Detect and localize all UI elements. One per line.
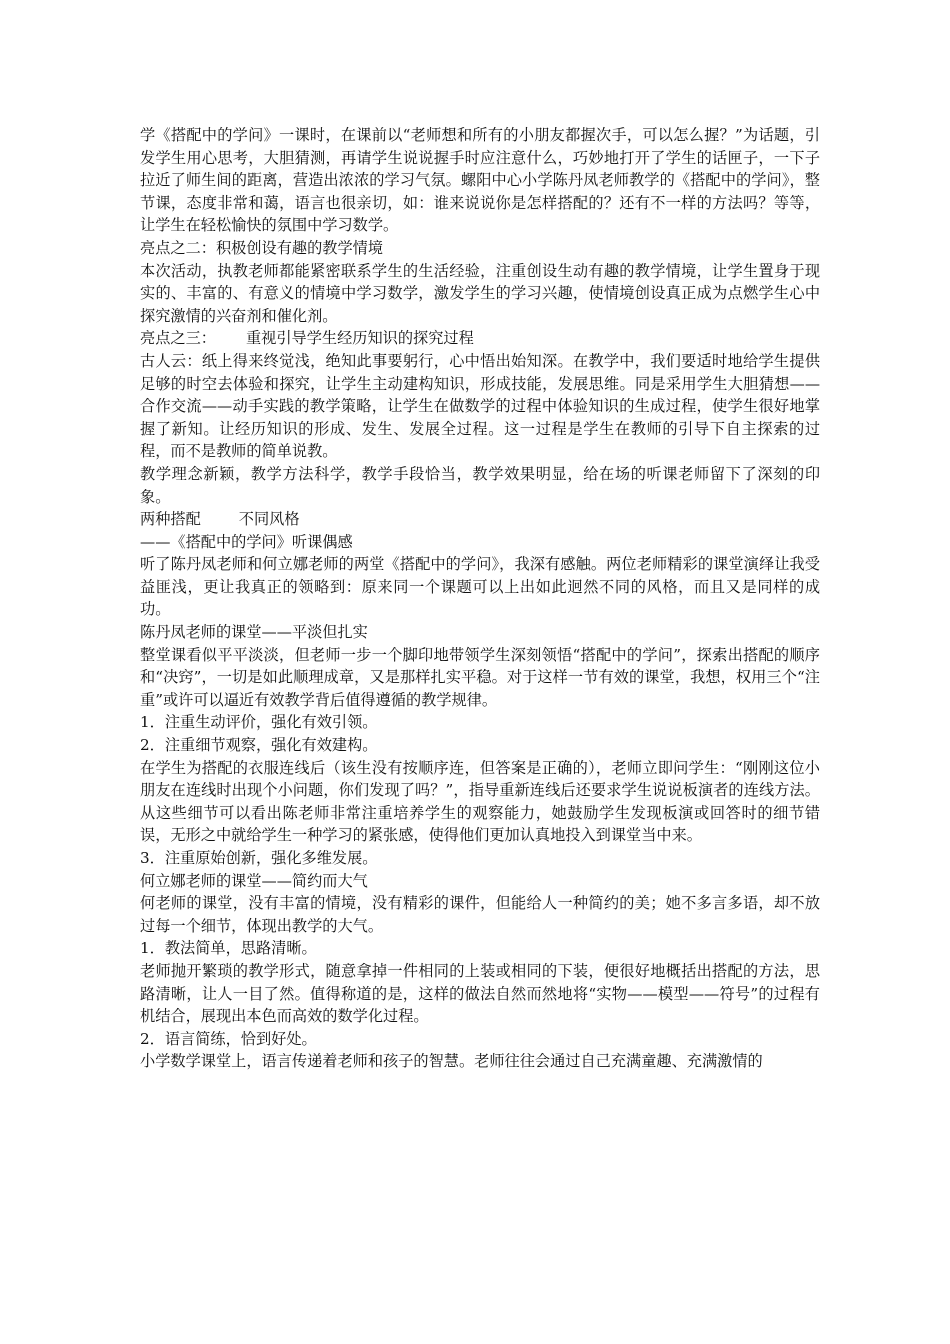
essay-subtitle: ——《搭配中的学问》听课偶感 [140, 532, 353, 551]
heading-highlight-3-text: 重视引导学生经历知识的探究过程 [245, 329, 474, 348]
heading-highlight-2: 亮点之二：积极创设有趣的教学情境 [140, 238, 383, 257]
paragraph-summary: 教学理念新颖，教学方法科学，教学手段恰当，教学效果明显，给在场的听课老师留下了深刻的印象。 [140, 464, 820, 506]
paragraph-chen-detail: 在学生为搭配的衣服连线后（该生没有按顺序连，但答案是正确的），老师立即问学生：“刚刚这位小朋友在连线时出现个小问题，你们发现了吗？”，指导重新连线后还要求学生说说板演者的连线方法。从这些细节可以看出陈老师非常注重培养学生的观察能力，她鼓励学生发现板演或回答时的细节错误，无形之中就给学生一种学习的紧张感，使得他们更加认真地投入到课堂当中来。 [140, 758, 820, 845]
essay-title-left: 两种搭配 [140, 510, 201, 529]
paragraph-intro: 学《搭配中的学问》一课时，在课前以“老师想和所有的小朋友都握次手，可以怎么握？”为话题，引发学生用心思考，大胆猜测，再请学生说说握手时应注意什么，巧妙地打开了学生的话匣子，一下子拉近了师生间的距离，营造出浓浓的学习气氛。螺阳中心小学陈丹凤老师教学的《搭配中的学问》，整节课，态度非常和蔼，语言也很亲切，如：谁来说说你是怎样搭配的？还有不一样的方法吗？等等，让学生在轻松愉快的氛围中学习数学。 [140, 126, 820, 235]
paragraph-he-overview: 何老师的课堂，没有丰富的情境，没有精彩的课件，但能给人一种简约的美；她不多言多语，却不放过每一个细节，体现出教学的大气。 [140, 894, 820, 935]
list-item-he-1: 1．教法简单，思路清晰。 [140, 939, 317, 958]
list-item-chen-2: 2．注重细节观察，强化有效建构。 [140, 736, 378, 755]
list-item-he-2: 2．语言简练，恰到好处。 [140, 1029, 317, 1048]
paragraph-exploration: 古人云：纸上得来终觉浅，绝知此事要躬行，心中悟出始知深。在教学中，我们要适时地给学生提供足够的时空去体验和探究，让学生主动建构知识，形成技能，发展思维。同是采用学生大胆猜想——合作交流——动手实践的教学策略，让学生在做数学的过程中体验知识的生成过程，使学生很好地掌握了新知。让经历知识的形成、发生、发展全过程。这一过程是学生在教师的引导下自主探索的过程，而不是教师的简单说教。 [140, 351, 820, 461]
paragraph-he-language: 小学数学课堂上，语言传递着老师和孩子的智慧。老师往往会通过自己充满童趣、充满激情的 [140, 1052, 763, 1071]
heading-he-class: 何立娜老师的课堂——简约而大气 [140, 871, 368, 890]
heading-highlight-3 [140, 327, 820, 350]
paragraph-situation: 本次活动，执教老师都能紧密联系学生的生活经验，注重创设生动有趣的教学情境，让学生置身于现实的、丰富的、有意义的情境中学习数学，激发学生的学习兴趣，使情境创设真正成为点燃学生心中探究激情的兴奋剂和催化剂。 [140, 261, 820, 325]
list-item-chen-1: 1．注重生动评价，强化有效引领。 [140, 713, 378, 732]
paragraph-essay-intro: 听了陈丹凤老师和何立娜老师的两堂《搭配中的学问》，我深有感触。两位老师精彩的课堂演绎让我受益匪浅，更让我真正的领略到：原来同一个课题可以上出如此迥然不同的风格，而且又是同样的成功。 [140, 555, 820, 619]
heading-highlight-3-prefix: 亮点之三： [140, 329, 216, 348]
essay-title [140, 508, 820, 531]
heading-chen-class: 陈丹凤老师的课堂——平淡但扎实 [140, 623, 368, 642]
essay-title-right: 不同风格 [238, 510, 300, 529]
paragraph-chen-overview: 整堂课看似平平淡淡，但老师一步一个脚印地带领学生深刻领悟“搭配中的学问”，探索出搭配的顺序和“决窍”，一切是如此顺理成章，又是那样扎实平稳。对于这样一节有效的课堂，我想，权用三个“注重”或许可以逼近有效教学背后值得遵循的教学规律。 [140, 645, 820, 709]
list-item-chen-3: 3．注重原始创新，强化多维发展。 [140, 849, 378, 867]
paragraph-he-method: 老师抛开繁琐的教学形式，随意拿掉一件相同的上装或相同的下装，便很好地概括出搭配的方法，思路清晰，让人一目了然。值得称道的是，这样的做法自然而然地将“实物——模型——符号”的过程有机结合，展现出本色而高效的数学化过程。 [140, 961, 820, 1026]
document-body [140, 124, 820, 1073]
